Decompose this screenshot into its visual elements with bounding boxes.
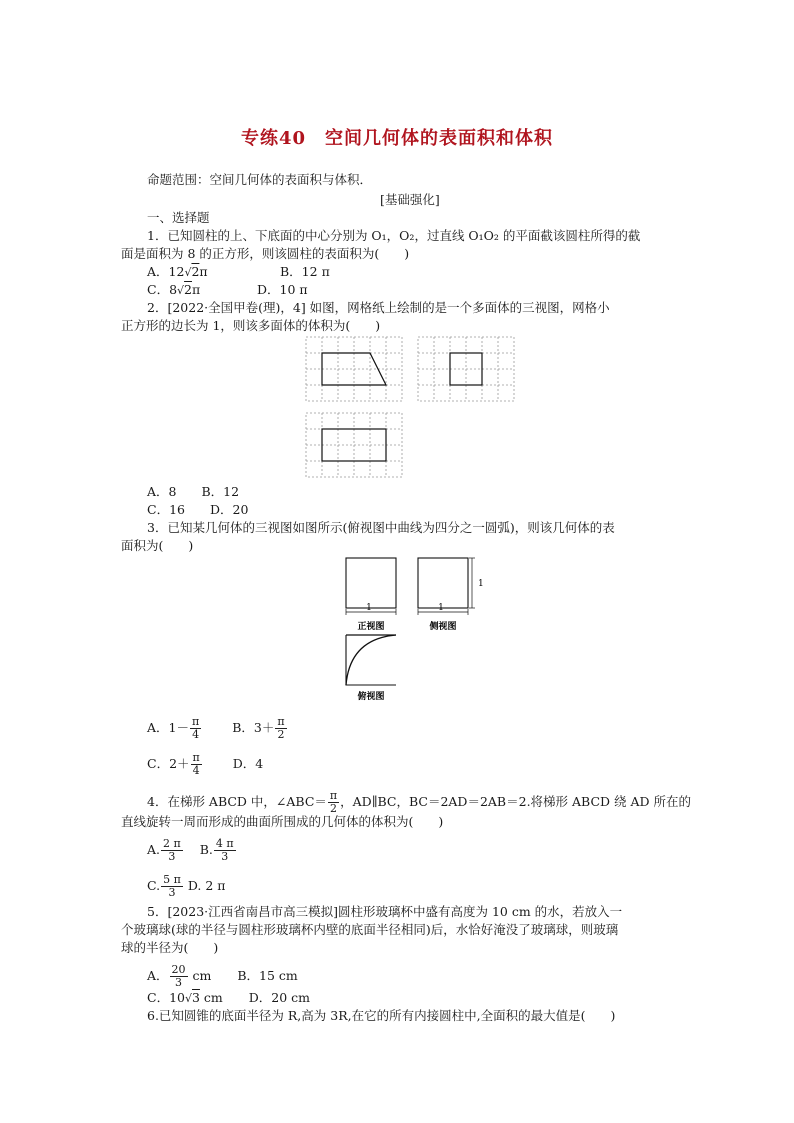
side-height-label: 1 [478,579,484,589]
q2-stem-line1: 2．[2022·全国甲卷(理)，4] 如图，网格纸上绘制的是一个多面体的三视图，网格小 [147,300,610,315]
q4-angle-den: 2 [330,802,338,815]
q4-option-d: D. 2 π [187,878,226,893]
front-dim-label: 1 [366,603,372,613]
q3-c-prefix: C．2＋ [147,756,190,771]
side-dim-label: 1 [438,603,444,613]
q6-stem-line1: 6.已知圆锥的底面半径为 R,高为 3R,在它的所有内接圆柱中,全面积的最大值是( ) [147,1008,616,1023]
top-view-label: 俯视图 [357,692,385,702]
scope-text: 命题范围：空间几何体的表面积与体积． [147,172,373,187]
three-view-grid-figure [300,332,522,482]
section-tag: [基础强化] [380,192,440,207]
q4-b-prefix: B. [199,842,213,857]
q1-option-b: B．12 π [280,264,330,279]
q5-a-prefix: A． [147,968,169,983]
q4-stem-line2: 直线旋转一周而形成的曲面所围成的几何体的体积为( ) [121,814,444,829]
page-title: 专练40 空间几何体的表面积和体积 [240,128,554,149]
q3-option-d: D．4 [232,756,264,771]
q4-c-fraction [161,874,183,899]
q1-stem-line2: 面是面积为 8 的正方形，则该圆柱的表面积为( ) [121,246,410,261]
q4-angle-num: π [329,789,338,802]
q3-b-num: π [277,715,285,728]
q4-b-num: 4 π [215,837,234,850]
q5-a-fraction [170,964,188,989]
q4-a-fraction [161,838,183,863]
q1-option-a: A．12√2π [147,264,208,279]
q5-stem-line1: 5．[2023·江西省南昌市高三模拟]圆柱形玻璃杯中盛有高度为 10 cm 的水，若放入一 [147,904,623,919]
q4-c-prefix: C. [147,878,161,893]
q4-c-num: 5 π [163,873,181,886]
q2-options-ab: A．8 B．12 [147,484,240,499]
q3-options-cd [147,752,263,777]
q4-options-ab [147,838,237,863]
q5-c-suffix: cm [199,990,223,1005]
q4-stem-pre: 4．在梯形 ABCD 中，∠ABC＝ [147,794,327,809]
q1-a-radicand: 2 [191,264,200,279]
q2-options-cd: C．16 D．20 [147,502,249,517]
q2-stem-line2: 正方形的边长为 1，则该多面体的体积为( ) [121,318,381,333]
q1-stem-line1: 1．已知圆柱的上、下底面的中心分别为 O₁，O₂，过直线 O₁O₂ 的平面截该圆柱所得的截 [147,228,641,243]
q4-angle-fraction [328,790,339,815]
q3-options-ab [147,716,288,741]
q5-c-prefix: C．10 [147,990,185,1005]
q1-c-radicand: 2 [184,282,192,297]
q5-options-cd: C．10√3 cm D．20 cm [147,990,311,1005]
q5-a-num: 20 [171,963,186,976]
q5-stem-line3: 球的半径为( ) [121,940,219,955]
q5-options-ab [147,964,298,989]
q4-options-cd [147,874,225,899]
q4-a-prefix: A. [147,842,161,857]
q3-c-fraction [191,752,202,777]
q3-a-den: 4 [192,728,200,741]
q1-c-suffix: π [192,282,201,297]
q1-a-suffix: π [199,264,208,279]
q3-b-prefix: B．3＋ [232,720,275,735]
q1-a-prefix: A．12 [147,264,185,279]
q5-option-b: B．15 cm [237,968,298,983]
three-view-arc-figure [338,555,488,705]
q4-a-num: 2 π [163,837,181,850]
q5-stem-line2: 个玻璃球(球的半径与圆柱形玻璃杯内壁的底面半径相同)后，水恰好淹没了玻璃球，则玻璃 [121,922,619,937]
part-heading: 一、选择题 [147,210,210,225]
q4-stem-line1 [147,790,691,815]
q4-b-den: 3 [221,850,229,863]
q3-b-den: 2 [277,728,285,741]
q5-a-suffix: cm [188,968,212,983]
side-view-label: 侧视图 [429,622,457,632]
q3-c-den: 4 [192,764,200,777]
q3-b-fraction [275,716,286,741]
q5-option-d: D．20 cm [248,990,311,1005]
q3-stem-line1: 3．已知某几何体的三视图如图所示(俯视图中曲线为四分之一圆弧)，则该几何体的表 [147,520,615,535]
q4-c-den: 3 [168,886,176,899]
q1-option-d: D．10 π [257,282,308,297]
q5-c-radicand: 3 [192,990,200,1005]
q3-c-num: π [192,751,200,764]
q3-a-prefix: A．1－ [147,720,189,735]
q4-a-den: 3 [168,850,176,863]
q1-option-c: C．8√2π [147,282,201,297]
q1-c-prefix: C．8 [147,282,178,297]
q3-a-num: π [191,715,200,728]
q4-b-fraction [214,838,236,863]
q3-a-fraction [190,716,201,741]
front-view-label: 正视图 [357,622,385,632]
q5-a-den: 3 [175,976,183,989]
q4-stem-post: ，AD∥BC，BC＝2AD＝2AB＝2.将梯形 ABCD 绕 AD 所在的 [340,794,692,809]
q3-stem-line2: 面积为( ) [121,538,194,553]
